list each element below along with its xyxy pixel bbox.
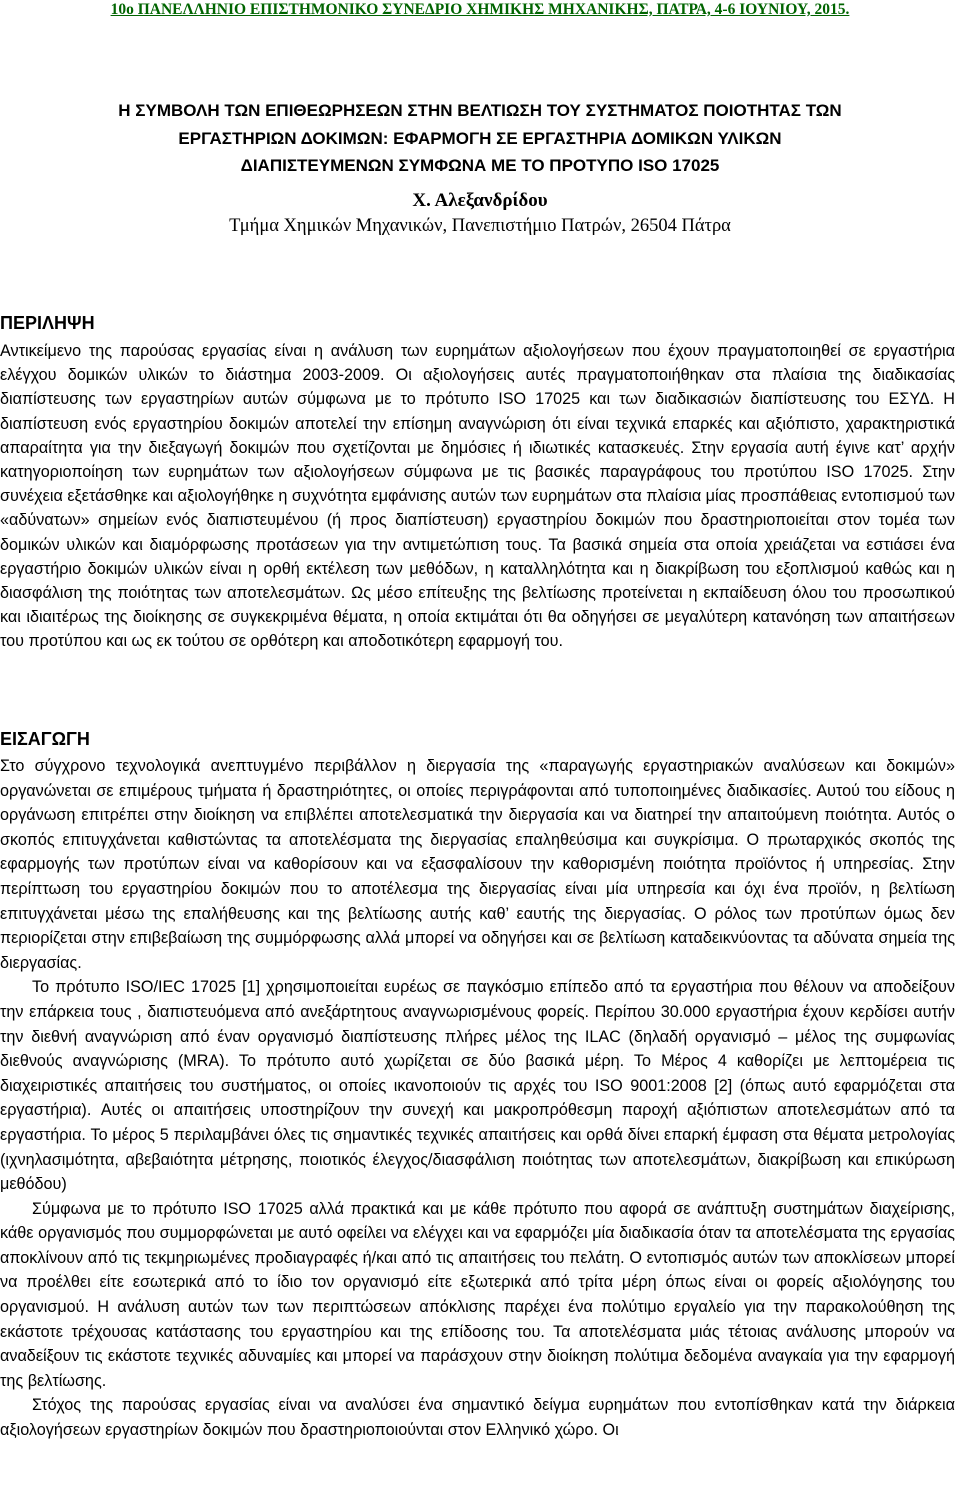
body-paragraph: Το πρότυπο ISO/IEC 17025 [1] χρησιμοποιείται ευρέως σε παγκόσμιο επίπεδο από τα εργαστήρια που θέλουν να αποδείξουν την επάρκεια τους , διαπιστευόμενα από ανεξάρτητους αναγνωρισμένους φορείς. Περίπου 30.000 εργαστήρια έχουν κερδίσει αυτήν την διεθνή αναγνώριση από έναν οργανισμό διαπίστευσης πλήρες μέλος της ILAC (δηλαδή οργανισμό – μέλος της συμφωνίας διεθνούς αναγνώρισης (MRA). Το πρότυπο αυτό χωρίζεται σε δύο βασικά μέρη. Το Μέρος 4 καθορίζει με λεπτομέρεια τις διαχειριστικές απαιτήσεις του συστήματος, οι οποίες ικανοποιούν τις αρχές του ISO 9001:2008 [2] (όπως αυτό εφαρμόζεται στα εργαστήρια). Αυτές οι απαιτήσεις υποστηρίζουν την συνεχή και μακροπρόθεσμη παροχή αξιόπιστων αποτελεσμάτων από τα εργαστήρια. Το μέρος 5 περιλαμβάνει όλες τις σημαντικές τεχνικές απαιτήσεις και ορθά δίνει επαρκή έμφαση στα θέματα μετρολογίας (ιχνηλασιμότητα, αβεβαιότητα μέτρησης, ποιοτικός έλεγχος/διασφάλιση ποιότητας των αποτελεσμάτων, διακρίβωση και επικύρωση μεθόδου) xyxy=(0,978,955,1194)
paper-title xyxy=(0,97,960,180)
introduction-heading: ΕΙΣΑΓΩΓΗ xyxy=(0,729,90,749)
abstract-text: Αντικείμενο της παρούσας εργασίας είναι η ανάλυση των ευρημάτων αξιολογήσεων που έχουν πραγματοποιηθεί σε εργαστήρια ελέγχου δομικών υλικών το διάστημα 2003-2009. Οι αξιολογήσεις αυτές πραγματοποιήθηκαν στα πλαίσια της διαδικασίας διαπίστευσης των εργαστηρίων αυτών σύμφωνα με το πρότυπο ISO 17025 και των διαδικασιών διαπίστευσης του ΕΣΥΔ. Η διαπίστευση ενός εργαστηρίου δοκιμών αποτελεί την επίσημη αναγνώριση ότι είναι τεχνικά επαρκές και αξιόπιστο, χαρακτηριστικά απαραίτητα για την διεξαγωγή δοκιμών που σχετίζονται με δημόσιες ή ιδιωτικές κατασκευές. Στην εργασία αυτή έγινε κατ’ αρχήν κατηγοριοποίηση των ευρημάτων των αξιολογήσεων σύμφωνα με τις βασικές παραγράφους του προτύπου ISO 17025. Στην συνέχεια εξετάσθηκε και αξιολογήθηκε η συχνότητα εμφάνισης αυτών των ευρημάτων στα πλαίσια μίας προσπάθειας εντοπισμού των «αδύνατων» σημείων ενός διαπιστευμένου (ή προς διαπίστευση) εργαστηρίου δοκιμών που δραστηριοποιείται στον τομέα των δομικών υλικών και διαμόρφωσης προτάσεων για την αντιμετώπιση τους. Τα βασικά σημεία στα οποία χρειάζεται να εστιάσει ένα εργαστήριο δοκιμών υλικών είναι η ορθή εκτέλεση των μεθόδων, η καταλληλότητα και η διακρίβωση του εξοπλισμού καθώς και η διασφάλιση της ποιότητας των αποτελεσμάτων. Ως μέσο επίτευξης της βελτίωσης προτείνεται η εκπαίδευση όλου του προσωπικού και ιδιαιτέρως της διοίκησης σε συγκεκριμένα θέματα, η οποία εκτιμάται ότι θα οδηγήσει σε μεγαλύτερη κατανόηση των απαιτήσεων του προτύπου και ως εκ τούτου σε ορθότερη και αποδοτικότερη εφαρμογή του. xyxy=(0,342,955,651)
title-line: ΔΙΑΠΙΣΤΕΥΜΕΝΩΝ ΣΥΜΦΩΝΑ ΜΕ ΤΟ ΠΡΟΤΥΠΟ ISO 17025 xyxy=(240,156,720,175)
body-paragraph: Στο σύγχρονο τεχνολογικά ανεπτυγμένο περιβάλλον η διεργασία της «παραγωγής εργαστηριακών αναλύσεων και δοκιμών» οργανώνεται σε επιμέρους τμήματα ή δραστηριότητες, οι οποίες περιγράφονται από τυποποιημένες διαδικασίες. Αυτού του είδους η οργάνωση επιτρέπει στην διοίκηση να επιβλέπει αποτελεσματικά την διεργασία και να διατηρεί την απαιτούμενη ποιότητα. Αυτός ο σκοπός επιτυγχάνεται καθιστώντας τα αποτελέσματα της διεργασίας επαληθεύσιμα και συγκρίσιμα. Ο πρωταρχικός σκοπός της εφαρμογής των προτύπων είναι να καθορίσουν και να εξασφαλίσουν την καθορισμένη ποιότητα προϊόντος ή υπηρεσίας. Στην περίπτωση του εργαστηρίου δοκιμών που το αποτέλεσμα της διεργασίας είναι μία υπηρεσία και όχι ένα προϊόν, η βελτίωση επιτυγχάνεται μέσω της επαλήθευσης και της βελτίωσης αυτής καθ’ εαυτής της διεργασίας. Ο ρόλος των προτύπων όμως δεν περιορίζεται στην επιβεβαίωση της συμμόρφωσης αλλά μπορεί να οδηγήσει και σε βελτίωση καταδεικνύοντας τα αδύνατα σημεία της διεργασίας. xyxy=(0,757,955,972)
abstract-heading: ΠΕΡΙΛΗΨΗ xyxy=(0,313,95,333)
author-name: Χ. Αλεξανδρίδου xyxy=(412,190,548,211)
title-line: ΕΡΓΑΣΤΗΡΙΩΝ ΔΟΚΙΜΩΝ: ΕΦΑΡΜΟΓΗ ΣΕ ΕΡΓΑΣΤΗΡΙΑ ΔΟΜΙΚΩΝ ΥΛΙΚΩΝ xyxy=(178,128,782,148)
body-paragraph: Σύμφωνα με το πρότυπο ISO 17025 αλλά πρακτικά και με κάθε πρότυπο που αφορά σε ανάπτυξη συστημάτων διαχείρισης, κάθε οργανισμός που συμμορφώνεται με αυτό οφείλει να ελέγχει και να εφαρμόζει μία διαδικασία όταν τα αποτελέσματα της εργασίας αποκλίνουν από τις τεκμηριωμένες προδιαγραφές ή/και από τις απαιτήσεις του πελάτη. Ο εντοπισμός αυτών των αποκλίσεων μπορεί να προέλθει είτε εσωτερικά από το ίδιο τον οργανισμό είτε εξωτερικά από τρίτα μέρη όπως είναι οι φορείς αξιολόγησης του οργανισμού. Η ανάλυση αυτών των των περιπτώσεων απόκλισης παρέχει ένα πολύτιμο εργαλείο για την παρακολούθηση της εκάστοτε τρέχουσας κατάστασης του εργαστηρίου και της επίδοσης του. Τα αποτελέσματα μιάς τέτοιας ανάλυσης μπορούν να αναδείξουν τις εκάστοτε τεχνικές αδυναμίες και μπορεί να παράσχουν στην διοίκηση πολύτιμα δεδομένα αναγκαία για την εφαρμογή της βελτίωσης. xyxy=(0,1199,955,1390)
author-affiliation: Τμήμα Χημικών Μηχανικών, Πανεπιστήμιο Πατρών, 26504 Πάτρα xyxy=(229,216,731,236)
introduction-body xyxy=(0,754,955,1443)
running-header: 10ο ΠΑΝΕΛΛΗΝΙΟ ΕΠΙΣΤΗΜΟΝΙΚΟ ΣΥΝΕΔΡΙΟ ΧΗΜΙΚΗΣ ΜΗΧΑΝΙΚΗΣ, ΠΑΤΡΑ, 4-6 ΙΟΥΝΙΟΥ, 2015. xyxy=(110,1,850,18)
title-line: Η ΣΥΜΒΟΛΗ ΤΩΝ ΕΠΙΘΕΩΡΗΣΕΩΝ ΣΤΗΝ ΒΕΛΤΙΩΣΗ ΤΟΥ ΣΥΣΤΗΜΑΤΟΣ ΠΟΙΟΤΗΤΑΣ ΤΩΝ xyxy=(118,101,842,120)
body-paragraph: Στόχος της παρούσας εργασίας είναι να αναλύσει ένα σημαντικό δείγμα ευρημάτων που εντοπίσθηκαν κατά την διάρκεια αξιολογήσεων εργαστηρίων δοκιμών που δραστηριοποιούνται στον Ελληνικό χώρο. Οι xyxy=(0,1396,955,1440)
